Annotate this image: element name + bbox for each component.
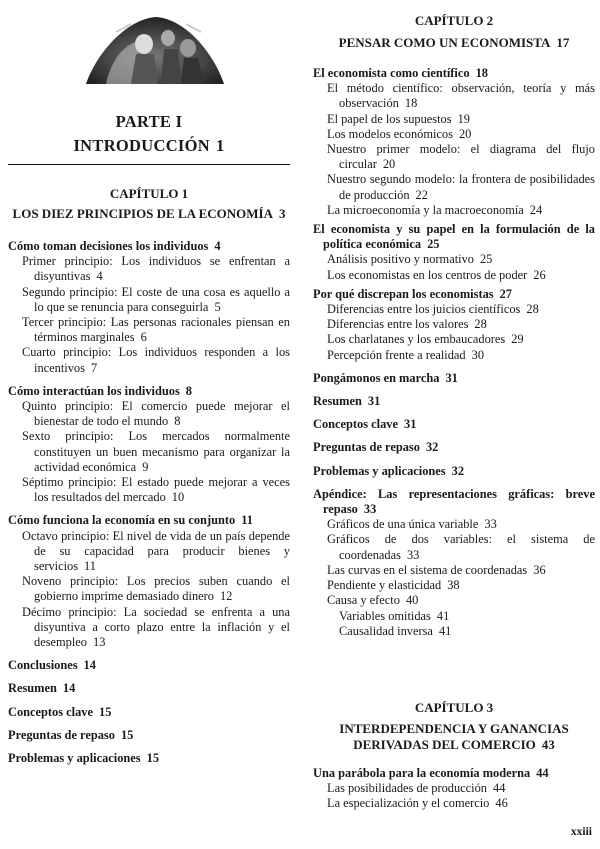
toc-entry[interactable]: Nuestro segundo modelo: la frontera de posibilidades de producción 22 — [327, 172, 595, 202]
toc-entry[interactable]: Causalidad inversa 41 — [339, 623, 452, 638]
toc-entry[interactable]: Nuestro primer modelo: el diagrama del flujo circular 20 — [327, 142, 595, 172]
chapter-3-title-line1[interactable]: INTERDEPENDENCIA Y GANANCIAS — [339, 721, 569, 736]
toc-entry[interactable]: Una parábola para la economía moderna 44 — [313, 766, 549, 780]
toc-entry[interactable]: Cuarto principio: Los individuos responden a los incentivos 7 — [22, 345, 290, 375]
chapter-3-label: CAPÍTULO 3 — [414, 700, 494, 715]
toc-entry[interactable]: La microeconomía y la macroeconomía 24 — [327, 202, 543, 217]
toc-entry[interactable]: Los economistas en los centros de poder 26 — [327, 267, 546, 282]
toc-entry[interactable]: Sexto principio: Los mercados normalmente constituyen un buen mecanismo para organizar la actividad económica 9 — [22, 429, 290, 474]
toc-entry[interactable]: Cómo funciona la economía en su conjunto 11 — [8, 513, 253, 528]
chapter-3-entries — [313, 766, 595, 812]
chapter-1-title-text: LOS DIEZ PRINCIPIOS DE LA ECONOMÍA — [12, 206, 273, 221]
chapter-3-page: 43 — [541, 737, 555, 752]
toc-entry[interactable]: Diferencias entre los juicios científicos 28 — [327, 302, 539, 317]
toc-entry[interactable]: Gráficos de dos variables: el sistema de coordenadas 33 — [327, 532, 595, 562]
toc-entry[interactable]: Octavo principio: El nivel de vida de un país depende de su capacidad para producir bienes y servicios 11 — [22, 528, 290, 574]
toc-entry[interactable]: Resumen 31 — [313, 394, 381, 409]
toc-entry[interactable]: Conceptos clave 31 — [313, 417, 417, 432]
toc-entry[interactable]: Cómo toman decisiones los individuos 4 — [8, 239, 221, 253]
chapter-2-label: CAPÍTULO 2 — [414, 13, 494, 28]
toc-entry[interactable]: Preguntas de repaso 32 — [313, 440, 439, 455]
toc-entry[interactable]: Preguntas de repaso 15 — [8, 727, 134, 742]
toc-entry[interactable]: El papel de los supuestos 19 — [327, 111, 470, 126]
toc-entry[interactable]: Diferencias entre los valores 28 — [327, 317, 487, 332]
chapter-2-entries — [313, 66, 595, 639]
toc-entry[interactable]: Gráficos de una única variable 33 — [327, 517, 497, 532]
toc-entry[interactable]: Apéndice: Las representaciones gráficas: breve repaso 33 — [313, 486, 595, 517]
chapter-1-entries — [8, 239, 290, 766]
toc-entry[interactable]: El economista como científico 18 — [313, 66, 488, 80]
toc-entry[interactable]: Conclusiones 14 — [8, 658, 96, 673]
chapter-2-page: 17 — [556, 35, 570, 50]
toc-entry[interactable]: Resumen 14 — [8, 681, 76, 696]
toc-entry[interactable]: La especialización y el comercio 46 — [327, 796, 508, 811]
toc-entry[interactable]: Quinto principio: El comercio puede mejorar el bienestar de todo el mundo 8 — [22, 399, 290, 429]
part-page: 1 — [215, 136, 225, 155]
divider — [8, 164, 290, 165]
chapter-2-title[interactable] — [313, 35, 595, 51]
part-illustration — [86, 14, 224, 86]
part-title — [8, 136, 290, 156]
toc-entry[interactable]: Pongámonos en marcha 31 — [313, 370, 458, 385]
toc-entry[interactable]: Percepción frente a realidad 30 — [327, 347, 485, 362]
chapter-1-page: 3 — [278, 206, 286, 221]
part-title-text: INTRODUCCIÓN — [73, 136, 210, 155]
toc-entry[interactable]: Los modelos económicos 20 — [327, 126, 472, 141]
chapter-1-label: CAPÍTULO 1 — [109, 186, 189, 201]
chapter-1-title[interactable] — [8, 206, 290, 222]
toc-entry[interactable]: Séptimo principio: El estado puede mejorar a veces los resultados del mercado 10 — [22, 475, 290, 505]
toc-entry[interactable]: Por qué discrepan los economistas 27 — [313, 286, 512, 301]
page-number: xxiii — [570, 826, 592, 838]
toc-entry[interactable]: Problemas y aplicaciones 15 — [8, 751, 160, 766]
chapter-3-title-text: DERIVADAS DEL COMERCIO — [353, 737, 536, 752]
chapter-2-title-text: PENSAR COMO UN ECONOMISTA — [338, 35, 551, 50]
toc-entry[interactable]: El economista y su papel en la formulación de la política económica 25 — [313, 222, 595, 252]
toc-entry[interactable]: Primer principio: Los individuos se enfrentan a disyuntivas 4 — [22, 254, 290, 284]
toc-entry[interactable]: Los charlatanes y los embaucadores 29 — [327, 332, 524, 347]
toc-entry[interactable]: Pendiente y elasticidad 38 — [327, 578, 460, 593]
toc-entry[interactable]: Las curvas en el sistema de coordenadas 36 — [327, 562, 546, 577]
toc-entry[interactable]: Las posibilidades de producción 44 — [327, 781, 506, 796]
toc-entry[interactable]: Tercer principio: Las personas racionales piensan en términos marginales 6 — [22, 315, 290, 345]
toc-entry[interactable]: Causa y efecto 40 — [327, 593, 419, 608]
part-label: PARTE I — [115, 112, 183, 131]
toc-entry[interactable]: Cómo interactúan los individuos 8 — [8, 383, 192, 398]
toc-entry[interactable]: Problemas y aplicaciones 32 — [313, 463, 465, 478]
toc-entry[interactable]: Segundo principio: El coste de una cosa es aquello a lo que se renuncia para conseguirla 5 — [22, 284, 290, 314]
toc-entry[interactable]: El método científico: observación, teoría y más observación 18 — [327, 81, 595, 111]
toc-entry[interactable]: Variables omitidas 41 — [339, 608, 450, 623]
toc-entry[interactable]: Décimo principio: La sociedad se enfrenta a una disyuntiva a corto plazo entre la inflación y el desempleo 13 — [22, 604, 290, 650]
toc-entry[interactable]: Análisis positivo y normativo 25 — [327, 252, 493, 267]
chapter-3-title-line2[interactable] — [313, 737, 595, 753]
toc-entry[interactable]: Conceptos clave 15 — [8, 704, 112, 719]
toc-entry[interactable]: Noveno principio: Los precios suben cuando el gobierno imprime demasiado dinero 12 — [22, 574, 290, 604]
